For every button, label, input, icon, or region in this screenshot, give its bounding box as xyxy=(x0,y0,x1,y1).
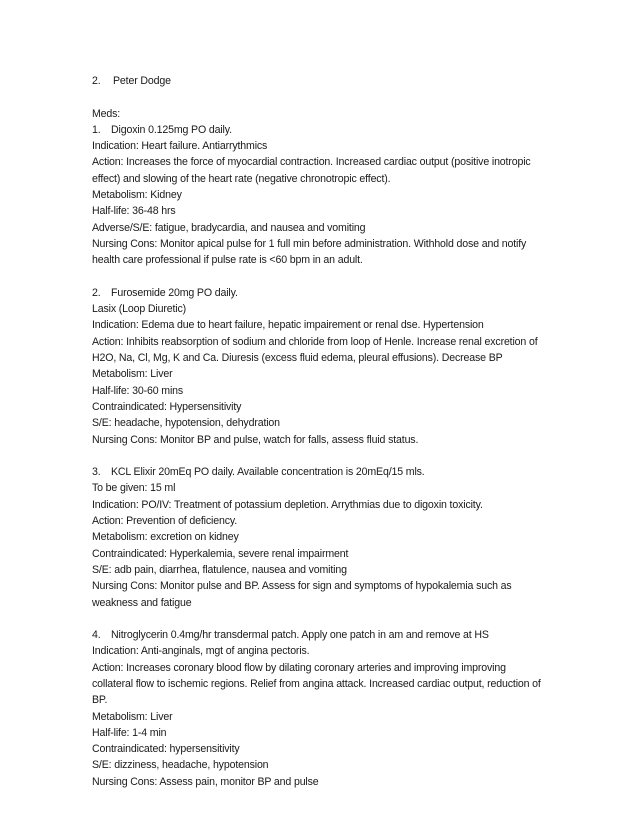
med-detail-line: Contraindicated: Hypersensitivity xyxy=(92,400,242,413)
med-detail-line: BP. xyxy=(92,694,108,707)
med-detail-line: Contraindicated: Hyperkalemia, severe renal impairment xyxy=(92,547,349,560)
med-number: 3. xyxy=(92,466,101,479)
med-detail-line: Indication: Anti-anginals, mgt of angina pectoris. xyxy=(92,645,310,658)
med-detail-line: weakness and fatigue xyxy=(92,596,192,609)
med-detail-line: Indication: PO/IV: Treatment of potassium depletion. Arrythmias due to digoxin toxicity. xyxy=(92,498,483,511)
med-detail-line: Metabolism: Liver xyxy=(92,710,173,723)
med-detail-line: Contraindicated: hypersensitivity xyxy=(92,743,240,756)
med-detail-line: Metabolism: Kidney xyxy=(92,189,182,202)
med-detail-line: Indication: Heart failure. Antiarrythmics xyxy=(92,140,268,153)
med-detail-line: To be given: 15 ml xyxy=(92,482,176,495)
med-detail-line: Action: Prevention of deficiency. xyxy=(92,515,238,528)
med-detail-line: H2O, Na, Cl, Mg, K and Ca. Diuresis (excess fluid edema, pleural effusions). Decrease BP xyxy=(92,352,503,365)
med-number: 1. xyxy=(92,123,101,136)
med-title xyxy=(92,464,592,480)
med-section xyxy=(92,448,592,611)
spacer xyxy=(92,89,592,105)
med-detail-line: effect) and slowing of the heart rate (negative chronotropic effect). xyxy=(92,172,391,185)
med-section xyxy=(92,269,592,448)
med-detail-line: S/E: headache, hypotension, dehydration xyxy=(92,417,280,430)
spacer xyxy=(92,269,592,285)
med-detail-line: health care professional if pulse rate is <60 bpm in an adult. xyxy=(92,254,363,267)
med-title-text: KCL Elixir 20mEq PO daily. Available concentration is 20mEq/15 mls. xyxy=(111,466,425,479)
document-body xyxy=(92,73,592,790)
med-title-text: Furosemide 20mg PO daily. xyxy=(111,286,238,299)
med-title xyxy=(92,285,592,301)
med-number: 2. xyxy=(92,286,101,299)
med-detail-line: Metabolism: excretion on kidney xyxy=(92,531,239,544)
med-detail-line: S/E: dizziness, headache, hypotension xyxy=(92,759,269,772)
med-detail-line: Half-life: 1-4 min xyxy=(92,726,167,739)
med-detail-line: Lasix (Loop Diuretic) xyxy=(92,303,186,316)
med-detail-line: Action: Inhibits reabsorption of sodium and chloride from loop of Henle. Increase renal excretion of xyxy=(92,335,538,348)
med-title xyxy=(92,627,592,643)
spacer xyxy=(92,448,592,464)
med-detail-line: Nursing Cons: Monitor BP and pulse, watch for falls, assess fluid status. xyxy=(92,433,419,446)
med-title xyxy=(92,122,592,138)
med-detail-line: Half-life: 30-60 mins xyxy=(92,384,184,397)
spacer xyxy=(92,611,592,627)
med-detail-line: Action: Increases coronary blood flow by dilating coronary arteries and improving improving xyxy=(92,661,506,674)
med-detail-line: S/E: adb pain, diarrhea, flatulence, nausea and vomiting xyxy=(92,563,347,576)
meds-label: Meds: xyxy=(92,107,121,120)
patient-number: 2. xyxy=(92,75,101,87)
med-detail-line: Indication: Edema due to heart failure, hepatic impairement or renal dse. Hypertension xyxy=(92,319,484,332)
med-detail-line: collateral flow to ischemic regions. Relief from angina attack. Increased cardiac output, reduction of xyxy=(92,677,541,690)
med-detail-line: Action: Increases the force of myocardial contraction. Increased cardiac output (positive inotropic xyxy=(92,156,531,169)
med-number: 4. xyxy=(92,629,101,642)
meds-list xyxy=(92,122,592,790)
med-title-text: Digoxin 0.125mg PO daily. xyxy=(111,123,232,136)
med-detail-line: Adverse/S/E: fatigue, bradycardia, and nausea and vomiting xyxy=(92,221,366,234)
med-detail-line: Nursing Cons: Monitor pulse and BP. Assess for sign and symptoms of hypokalemia such as xyxy=(92,580,512,593)
med-detail-line: Nursing Cons: Assess pain, monitor BP and pulse xyxy=(92,775,319,788)
patient-heading xyxy=(92,73,592,89)
med-section xyxy=(92,611,592,790)
med-section xyxy=(92,122,592,269)
med-detail-line: Metabolism: Liver xyxy=(92,368,173,381)
med-title-text: Nitroglycerin 0.4mg/hr transdermal patch. Apply one patch in am and remove at HS xyxy=(111,629,489,642)
med-detail-line: Nursing Cons: Monitor apical pulse for 1 full min before administration. Withhold dose and notify xyxy=(92,237,527,250)
med-detail-line: Half-life: 36-48 hrs xyxy=(92,205,176,218)
patient-name: Peter Dodge xyxy=(113,75,171,87)
